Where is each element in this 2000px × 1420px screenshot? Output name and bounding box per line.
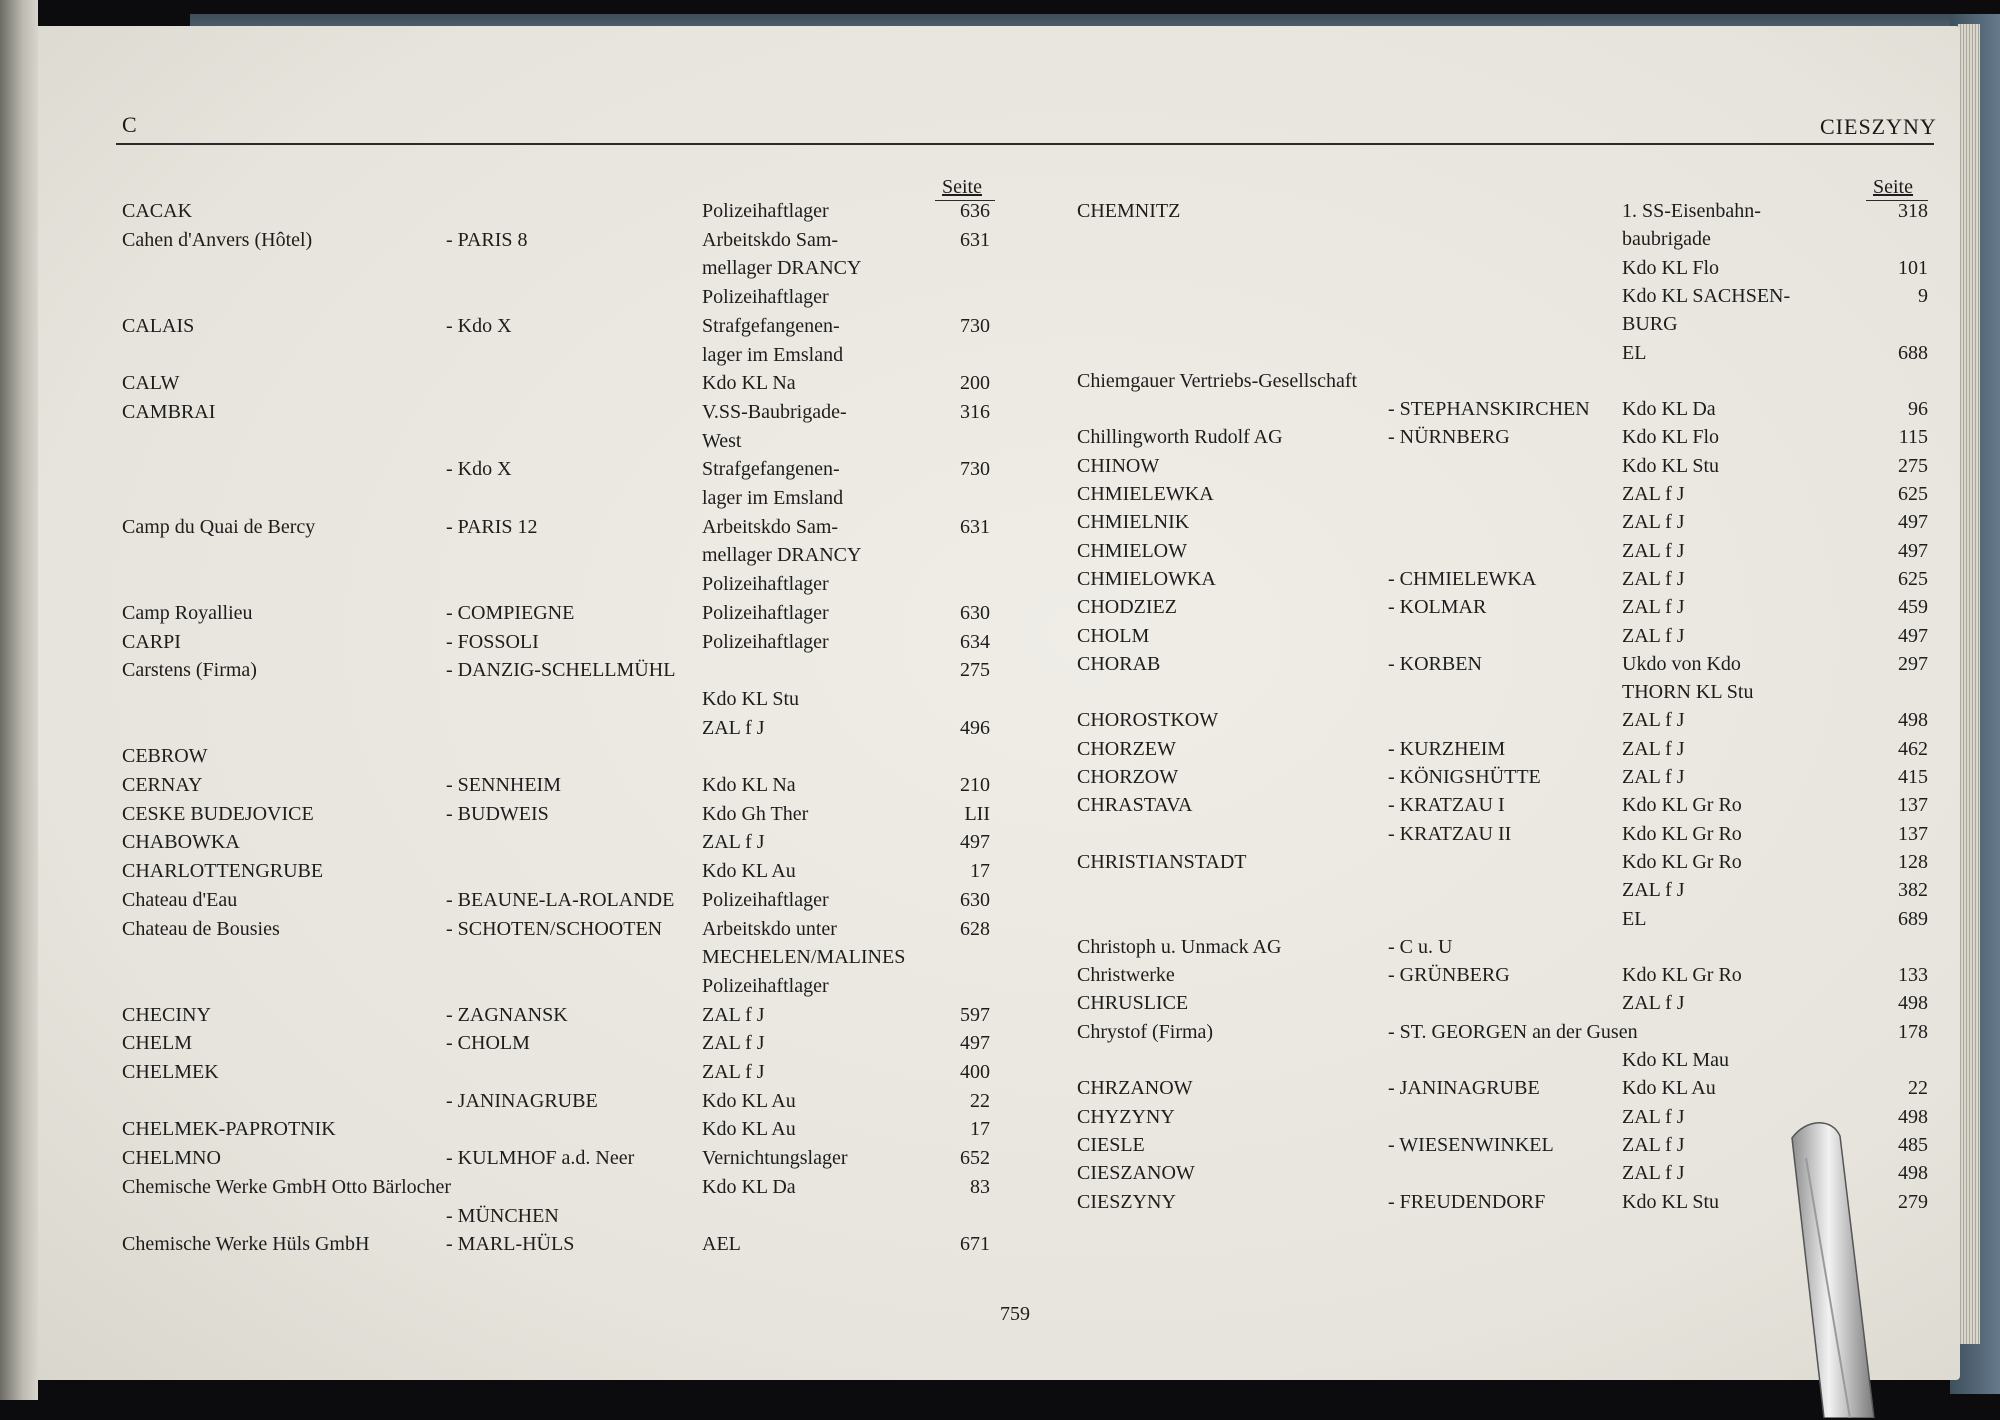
entry-page-ref: 128: [1898, 850, 1928, 873]
entry-camp-type: Arbeitskdo Sam-: [702, 515, 839, 538]
entry-location: - PARIS 12: [446, 515, 538, 538]
entry-camp-type: Kdo KL Da: [1622, 398, 1716, 421]
entry-location: - JANINAGRUBE: [1388, 1077, 1540, 1100]
entry-place: Chateau de Bousies: [122, 917, 280, 940]
entry-camp-type: ZAL f J: [702, 1061, 765, 1083]
entry-place: Chemische Werke Hüls GmbH: [122, 1233, 370, 1256]
entry-camp-type: ZAL f J: [1622, 511, 1685, 534]
entry-camp-type: Kdo KL Da: [702, 1175, 796, 1198]
entry-place: CIESZYNY: [1077, 1190, 1176, 1213]
entry-page-ref: 498: [1898, 709, 1928, 732]
entry-place: CHINOW: [1077, 454, 1160, 477]
entry-place: CHELMEK: [122, 1061, 219, 1083]
entry-page-ref: 459: [1898, 596, 1928, 619]
entry-page-ref: 17: [970, 1118, 990, 1141]
entry-location: - NÜRNBERG: [1388, 426, 1510, 449]
book-gutter: [0, 0, 38, 1400]
entry-location: - SENNHEIM: [446, 774, 561, 796]
entry-page-ref: 382: [1898, 879, 1928, 902]
entry-camp-type: ZAL f J: [1622, 567, 1685, 590]
entry-camp-type: Arbeitskdo Sam-: [702, 228, 839, 251]
entry-page-ref: 671: [960, 1233, 990, 1256]
entry-place: CHMIELNIK: [1077, 511, 1190, 534]
entry-place: Christoph u. Unmack AG: [1077, 935, 1282, 958]
entry-camp-type: AEL: [702, 1233, 741, 1256]
entry-place: CHELMEK-PAPROTNIK: [122, 1118, 336, 1141]
entry-page-ref: 485: [1898, 1133, 1928, 1156]
entry-page-ref: 101: [1898, 256, 1928, 279]
entry-page-ref: 178: [1898, 1020, 1928, 1043]
entry-location: - BEAUNE-LA-ROLANDE: [446, 888, 675, 911]
entry-camp-type: Polizeihaftlager: [702, 200, 829, 222]
entry-camp-type: ZAL f J: [1622, 766, 1685, 788]
entry-place: CHELM: [122, 1032, 192, 1055]
entry-camp-type: ZAL f J: [1622, 709, 1685, 732]
entry-camp-type: Kdo Gh Ther: [702, 802, 809, 825]
entry-place: Camp du Quai de Bercy: [122, 515, 316, 538]
entry-camp-type: Kdo KL Flo: [1622, 426, 1720, 449]
entry-place: CALW: [122, 372, 180, 395]
entry-page-ref: 630: [960, 601, 990, 624]
entry-camp-type: Polizeihaftlager: [702, 888, 829, 911]
entry-page-ref: 133: [1898, 964, 1928, 987]
entry-camp-type: ZAL f J: [702, 716, 765, 739]
entry-location: - KRATZAU II: [1388, 822, 1512, 845]
entry-place: Camp Royallieu: [122, 601, 253, 624]
entry-location: - WIESENWINKEL: [1388, 1133, 1554, 1156]
entry-page-ref: 630: [960, 888, 990, 911]
entry-page-ref: 497: [960, 831, 990, 854]
entry-place: CHODZIEZ: [1077, 596, 1177, 619]
entry-camp-type: EL: [1622, 341, 1647, 364]
entry-camp-type: Vernichtungslager: [702, 1147, 848, 1170]
entry-location: - CHMIELEWKA: [1388, 567, 1537, 590]
entry-place: CHARLOTTENGRUBE: [122, 860, 324, 883]
entry-place: Carstens (Firma): [122, 659, 257, 682]
entry-location: - MARL-HÜLS: [446, 1233, 575, 1256]
entry-page-ref: 200: [960, 372, 990, 395]
entry-location: - ST. GEORGEN an der Gusen: [1388, 1020, 1638, 1043]
entry-camp-type: Kdo KL Au: [702, 1118, 796, 1141]
entry-page-ref: 497: [1898, 624, 1928, 647]
entry-page-ref: 17: [970, 860, 990, 883]
entry-place: CHRASTAVA: [1077, 794, 1193, 817]
entry-camp-type: ZAL f J: [702, 1003, 765, 1026]
entry-camp-type: Kdo KL Au: [702, 860, 796, 883]
entry-camp-type: mellager DRANCY: [702, 257, 862, 280]
entry-location: - KURZHEIM: [1388, 737, 1506, 760]
entry-camp-type: Kdo KL Mau: [1622, 1049, 1730, 1071]
entry-page-ref: 275: [960, 659, 990, 682]
entry-place: CHEMNITZ: [1077, 200, 1181, 222]
entry-page-ref: 631: [960, 228, 990, 251]
entry-page-ref: 631: [960, 515, 990, 538]
entry-camp-type: ZAL f J: [702, 831, 765, 854]
entry-camp-type: ZAL f J: [1622, 1133, 1685, 1156]
entry-place: Chemische Werke GmbH Otto Bärlocher: [122, 1175, 452, 1198]
entry-place: CESKE BUDEJOVICE: [122, 802, 314, 825]
entry-place: CARPI: [122, 630, 181, 653]
entry-camp-type: ZAL f J: [1622, 483, 1685, 505]
entry-place: CHMIELOW: [1077, 539, 1187, 562]
entry-page-ref: 137: [1898, 822, 1928, 845]
entry-place: CHMIELEWKA: [1077, 483, 1214, 505]
entry-page-ref: 730: [960, 314, 990, 337]
entry-camp-type: Strafgefangenen-: [702, 314, 840, 337]
entry-place: CHRISTIANSTADT: [1077, 850, 1247, 873]
entry-place: Chrystof (Firma): [1077, 1020, 1214, 1043]
entry-location: - KOLMAR: [1388, 596, 1487, 619]
entry-camp-type: ZAL f J: [1622, 539, 1685, 562]
entry-page-ref: 634: [960, 630, 990, 653]
entry-camp-type: Kdo KL SACHSEN-: [1622, 284, 1791, 307]
entry-place: CHELMNO: [122, 1147, 221, 1170]
entry-page-ref: 279: [1898, 1190, 1928, 1213]
entry-camp-type: Polizeihaftlager: [702, 573, 829, 596]
entry-camp-type: baubrigade: [1622, 228, 1711, 251]
entry-camp-type: MECHELEN/MALINES: [702, 946, 906, 969]
entry-page-ref: 497: [1898, 511, 1928, 534]
entry-place: CALAIS: [122, 314, 195, 337]
entry-page-ref: 597: [960, 1003, 990, 1026]
entry-page-ref: 497: [960, 1032, 990, 1055]
entry-place: CACAK: [122, 200, 193, 222]
entry-location: - MÜNCHEN: [446, 1204, 559, 1227]
entry-place: Chillingworth Rudolf AG: [1077, 426, 1283, 449]
entry-place: Chateau d'Eau: [122, 888, 238, 911]
entry-location: - KRATZAU I: [1388, 794, 1505, 817]
entry-camp-type: ZAL f J: [1622, 879, 1685, 902]
entry-location: - PARIS 8: [446, 228, 528, 251]
entry-camp-type: Kdo KL Stu: [702, 687, 800, 710]
seite-label-left: Seite: [942, 176, 982, 198]
entry-location: - BUDWEIS: [446, 802, 549, 825]
entry-place: CHYZYNY: [1077, 1105, 1175, 1128]
entry-camp-type: Kdo KL Gr Ro: [1622, 794, 1742, 817]
entry-page-ref: 400: [960, 1061, 990, 1083]
entry-camp-type: Arbeitskdo unter: [702, 917, 837, 940]
entry-camp-type: ZAL f J: [1622, 596, 1685, 619]
entry-location: - FREUDENDORF: [1388, 1190, 1546, 1213]
entry-page-ref: 688: [1898, 341, 1928, 364]
entry-page-ref: 497: [1898, 539, 1928, 562]
entry-place: Chiemgauer Vertriebs-Gesellschaft: [1077, 369, 1358, 392]
entry-location: - SCHOTEN/SCHOOTEN: [446, 917, 663, 940]
entry-place: CAMBRAI: [122, 400, 216, 423]
entry-location: - FOSSOLI: [446, 630, 539, 653]
entry-page-ref: 297: [1898, 652, 1928, 675]
entry-location: - Kdo X: [446, 314, 512, 337]
entry-camp-type: ZAL f J: [1622, 737, 1685, 760]
entry-page-ref: 730: [960, 458, 990, 481]
entry-location: - Kdo X: [446, 458, 512, 481]
header-letter: C: [122, 112, 137, 137]
entry-page-ref: 498: [1898, 992, 1928, 1015]
entry-page-ref: 115: [1898, 426, 1928, 449]
entry-place: CIESZANOW: [1077, 1162, 1195, 1185]
entry-camp-type: Polizeihaftlager: [702, 286, 829, 309]
entry-camp-type: EL: [1622, 907, 1647, 930]
entry-camp-type: Kdo KL Au: [1622, 1077, 1716, 1100]
entry-place: CHOLM: [1077, 624, 1150, 647]
entry-page-ref: LII: [964, 802, 990, 825]
entry-location: - STEPHANSKIRCHEN: [1388, 398, 1590, 421]
entry-place: CIESLE: [1077, 1133, 1145, 1156]
header-running-word: CIESZYNY: [1820, 114, 1937, 139]
entry-page-ref: 22: [970, 1089, 990, 1112]
entry-page-ref: 316: [960, 400, 990, 423]
entry-location: - KÖNIGSHÜTTE: [1388, 766, 1541, 788]
entry-page-ref: 83: [970, 1175, 990, 1198]
entry-place: CHOROSTKOW: [1077, 709, 1219, 732]
entry-camp-type: THORN KL Stu: [1622, 681, 1754, 704]
entry-location: - CHOLM: [446, 1032, 530, 1055]
entry-page-ref: 96: [1908, 398, 1928, 421]
entry-camp-type: Kdo KL Gr Ro: [1622, 822, 1742, 845]
entry-camp-type: Kdo KL Na: [702, 372, 796, 395]
entry-camp-type: Kdo KL Na: [702, 774, 796, 796]
entry-camp-type: Kdo KL Flo: [1622, 256, 1720, 279]
entry-page-ref: 652: [960, 1147, 990, 1170]
entry-place: CHABOWKA: [122, 831, 240, 854]
seite-label-right: Seite: [1873, 176, 1913, 198]
entry-place: CHRZANOW: [1077, 1077, 1193, 1100]
page-edges: [1958, 24, 1980, 1344]
header-rule: [116, 143, 1934, 145]
entry-location: - DANZIG-SCHELLMÜHL: [446, 659, 676, 682]
entry-camp-type: Ukdo von Kdo: [1622, 652, 1741, 675]
entry-page-ref: 636: [960, 200, 990, 222]
entry-camp-type: Kdo KL Au: [702, 1089, 796, 1112]
entry-page-ref: 462: [1898, 737, 1928, 760]
entry-place: CHRUSLICE: [1077, 992, 1189, 1015]
entry-location: - COMPIEGNE: [446, 601, 575, 624]
entry-place: CHMIELOWKA: [1077, 567, 1216, 590]
entry-camp-type: Polizeihaftlager: [702, 974, 829, 997]
entry-page-ref: 625: [1898, 567, 1928, 590]
entry-place: CHORAB: [1077, 652, 1161, 675]
entry-camp-type: Polizeihaftlager: [702, 601, 829, 624]
entry-place: CHORZEW: [1077, 737, 1176, 760]
entry-page-ref: 498: [1898, 1162, 1928, 1185]
entry-camp-type: Kdo KL Gr Ro: [1622, 964, 1742, 987]
entry-page-ref: 275: [1898, 454, 1928, 477]
entry-place: CHECINY: [122, 1003, 211, 1026]
entry-page-ref: 625: [1898, 483, 1928, 505]
entry-page-ref: 498: [1898, 1105, 1928, 1128]
entry-camp-type: V.SS-Baubrigade-: [702, 400, 847, 423]
entry-location: - JANINAGRUBE: [446, 1089, 598, 1112]
entry-page-ref: 9: [1918, 284, 1928, 307]
entry-location: - GRÜNBERG: [1388, 964, 1510, 987]
entry-place: CEBROW: [122, 745, 208, 768]
entry-camp-type: BURG: [1622, 313, 1678, 336]
entry-page-ref: 496: [960, 716, 990, 739]
entry-camp-type: ZAL f J: [1622, 1162, 1685, 1185]
entry-location: - C u. U: [1388, 935, 1453, 958]
entry-camp-type: lager im Emsland: [702, 343, 844, 366]
page-number: 759: [1000, 1303, 1030, 1325]
entry-page-ref: 689: [1898, 907, 1928, 930]
entry-place: CERNAY: [122, 774, 203, 796]
entry-camp-type: ZAL f J: [1622, 624, 1685, 647]
entry-camp-type: ZAL f J: [1622, 1105, 1685, 1128]
entry-location: - KULMHOF a.d. Neer: [446, 1147, 635, 1170]
entry-location: - KORBEN: [1388, 652, 1482, 675]
entry-camp-type: mellager DRANCY: [702, 544, 862, 567]
entry-camp-type: ZAL f J: [702, 1032, 765, 1055]
entry-camp-type: Kdo KL Gr Ro: [1622, 850, 1742, 873]
entry-camp-type: Polizeihaftlager: [702, 630, 829, 653]
entry-camp-type: Strafgefangenen-: [702, 458, 840, 481]
entry-place: CHORZOW: [1077, 766, 1179, 788]
entry-page-ref: 318: [1898, 200, 1928, 222]
entry-page-ref: 137: [1898, 794, 1928, 817]
entry-camp-type: Kdo KL Stu: [1622, 1190, 1720, 1213]
tweezer-tool: [1762, 1118, 1882, 1418]
entry-page-ref: 628: [960, 917, 990, 940]
entry-place: Cahen d'Anvers (Hôtel): [122, 228, 313, 251]
entry-camp-type: Kdo KL Stu: [1622, 454, 1720, 477]
entry-place: Christwerke: [1077, 964, 1175, 987]
entry-camp-type: ZAL f J: [1622, 992, 1685, 1015]
entry-page-ref: 22: [1908, 1077, 1928, 1100]
entry-page-ref: 415: [1898, 766, 1928, 788]
entry-location: - ZAGNANSK: [446, 1003, 568, 1026]
entry-camp-type: West: [702, 429, 742, 452]
entry-camp-type: 1. SS-Eisenbahn-: [1622, 200, 1761, 222]
entry-camp-type: lager im Emsland: [702, 487, 844, 509]
entry-page-ref: 210: [960, 774, 990, 796]
